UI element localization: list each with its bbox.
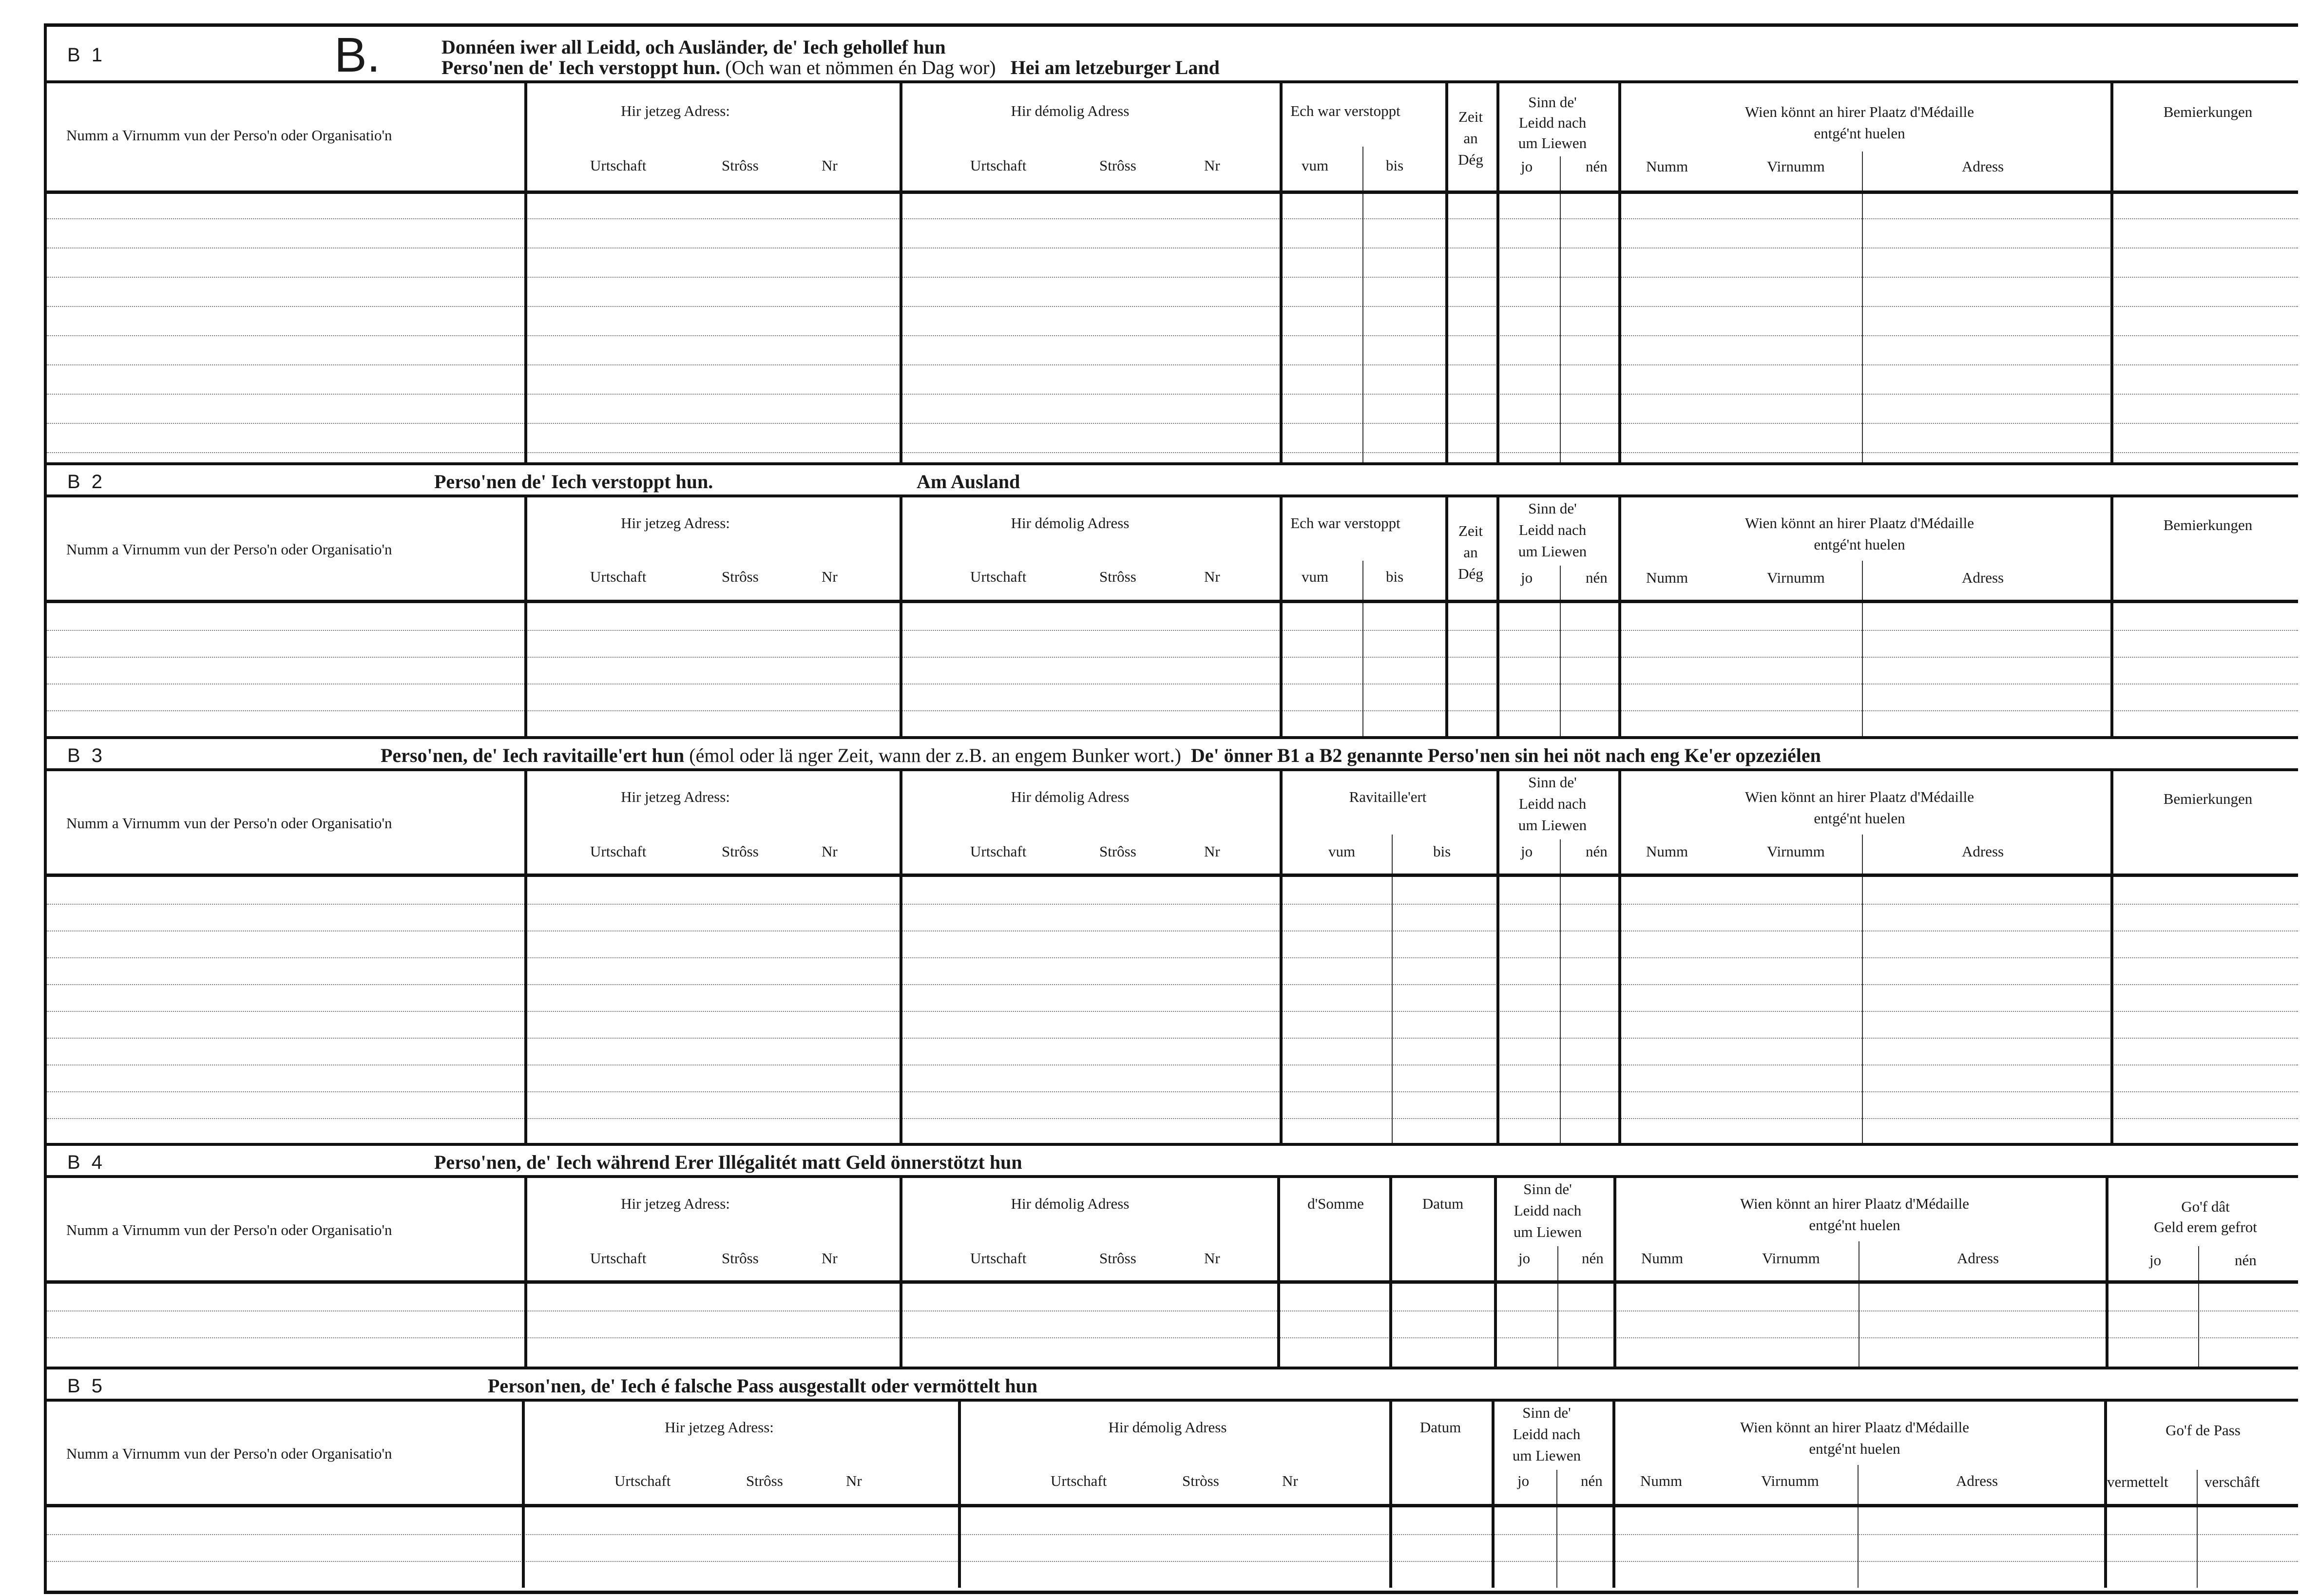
header-hidden: Ech war verstoppt bbox=[1290, 102, 1400, 119]
header-medal-1: Wien könnt an hirer Plaatz d'Médaille bbox=[1744, 103, 1974, 120]
column-divider bbox=[2110, 771, 2113, 1146]
table-body bbox=[47, 194, 2298, 465]
table-header bbox=[47, 83, 2298, 194]
header-alive-3: um Liewen bbox=[1518, 543, 1587, 560]
column-divider bbox=[1560, 603, 1561, 739]
ruled-line bbox=[47, 710, 2298, 711]
section-b3 bbox=[47, 739, 2298, 1146]
header-refund-2: Geld erem gefrot bbox=[2154, 1218, 2257, 1235]
header-nr: Nr bbox=[846, 1472, 862, 1489]
section-b2 bbox=[47, 465, 2298, 739]
header-nr: Nr bbox=[1282, 1472, 1298, 1489]
ruled-line bbox=[47, 335, 2298, 336]
divider bbox=[1858, 1465, 1859, 1504]
divider bbox=[1862, 152, 1863, 190]
column-divider bbox=[1862, 877, 1863, 1146]
column-divider bbox=[524, 771, 527, 1146]
header-yes: jo bbox=[1518, 1250, 1531, 1267]
header-place: Urtschaft bbox=[590, 843, 647, 860]
section-b1-title-bar bbox=[47, 27, 2298, 83]
header-date: Datum bbox=[1419, 1419, 1461, 1436]
column-divider bbox=[2197, 1507, 2198, 1588]
column-divider bbox=[1392, 877, 1393, 1146]
header-medal-1: Wien könnt an hirer Plaatz d'Médaille bbox=[1744, 514, 1974, 532]
header-to: bis bbox=[1433, 843, 1451, 860]
column-divider bbox=[900, 1178, 902, 1369]
header-alive-1: Sinn de' bbox=[1528, 774, 1577, 791]
header-alive-2: Leidd nach bbox=[1514, 1202, 1582, 1219]
header-supplied: Ravitaille'ert bbox=[1349, 788, 1427, 805]
header-former-address: Hir démolig Adress bbox=[1011, 788, 1130, 805]
header-street: Strôss bbox=[746, 1472, 783, 1489]
ruled-line bbox=[47, 277, 2298, 278]
ruled-line bbox=[47, 1091, 2298, 1092]
header-no: nén bbox=[1586, 569, 1608, 586]
ruled-line bbox=[47, 306, 2298, 307]
column-divider bbox=[524, 1178, 527, 1369]
section-title: Perso'nen de' Iech verstoppt hun. bbox=[434, 471, 713, 493]
header-no: nén bbox=[1582, 1250, 1604, 1267]
section-title: Perso'nen, de' Iech ravitaille'ert hun (émol oder lä nger Zeit, wann der z.B. an engem Bunker wort.) De' önner B1 a B2 genannte Perso'nen sin hei nöt nach eng Ke'er opzeziélen bbox=[381, 744, 1821, 766]
header-alive-2: Leidd nach bbox=[1518, 795, 1587, 812]
header-time: Zeit bbox=[1458, 108, 1483, 125]
column-divider bbox=[1560, 194, 1561, 465]
ruled-line bbox=[47, 1337, 2298, 1338]
ruled-line bbox=[47, 1011, 2298, 1012]
header-pass: Go'f de Pass bbox=[2166, 1422, 2241, 1439]
resistance-form bbox=[44, 23, 2298, 1594]
column-divider bbox=[1494, 1178, 1497, 1369]
table-header bbox=[47, 771, 2298, 877]
header-to: bis bbox=[1386, 568, 1404, 585]
ruled-line bbox=[47, 1534, 2298, 1535]
column-divider bbox=[1556, 1507, 1557, 1588]
header-alive-3: um Liewen bbox=[1512, 1447, 1581, 1464]
header-no: nén bbox=[1581, 1472, 1603, 1489]
header-refund-1: Go'f dât bbox=[2181, 1198, 2230, 1215]
header-medal-name: Numm bbox=[1646, 569, 1688, 586]
header-mediated: vermettelt bbox=[2107, 1473, 2168, 1490]
header-current-address: Hir jetzeg Adress: bbox=[621, 1195, 730, 1212]
header-medal-1: Wien könnt an hirer Plaatz d'Médaille bbox=[1740, 1419, 1970, 1436]
header-former-address: Hir démolig Adress bbox=[1108, 1419, 1227, 1436]
divider bbox=[1560, 156, 1561, 190]
header-date: Datum bbox=[1422, 1195, 1464, 1212]
column-divider bbox=[1277, 1178, 1280, 1369]
column-divider bbox=[958, 1402, 961, 1588]
column-divider bbox=[2106, 1178, 2108, 1369]
ruled-line bbox=[47, 364, 2298, 365]
section-b4-title-bar bbox=[47, 1146, 2298, 1178]
header-yes: jo bbox=[2149, 1252, 2162, 1269]
header-name: Numm a Virnumm vun der Perso'n oder Organisatio'n bbox=[66, 541, 392, 558]
header-street: Strôss bbox=[722, 1250, 759, 1267]
column-divider bbox=[1280, 497, 1283, 739]
header-name: Numm a Virnumm vun der Perso'n oder Organisatio'n bbox=[66, 1221, 392, 1238]
ruled-line bbox=[47, 1038, 2298, 1039]
ruled-line bbox=[47, 423, 2298, 424]
header-street: Stròss bbox=[1182, 1472, 1219, 1489]
header-nr: Nr bbox=[1204, 1250, 1220, 1267]
column-divider bbox=[1445, 497, 1448, 739]
header-nr: Nr bbox=[1204, 157, 1220, 174]
header-yes: jo bbox=[1521, 158, 1533, 175]
ruled-line bbox=[47, 957, 2298, 958]
section-code: B 4 bbox=[67, 1152, 106, 1173]
header-alive-1: Sinn de' bbox=[1522, 1404, 1571, 1421]
header-medal-first: Virnumm bbox=[1767, 158, 1825, 175]
column-divider bbox=[524, 83, 527, 465]
header-days: Dég bbox=[1458, 565, 1483, 582]
header-to: bis bbox=[1386, 157, 1404, 174]
section-code: B 3 bbox=[67, 745, 106, 766]
column-divider bbox=[1862, 194, 1863, 465]
header-medal-first: Virnumm bbox=[1762, 1250, 1820, 1267]
header-alive-2: Leidd nach bbox=[1518, 114, 1587, 131]
column-divider bbox=[1560, 877, 1561, 1146]
column-divider bbox=[522, 1402, 525, 1588]
header-procured: verschâft bbox=[2204, 1473, 2260, 1490]
divider bbox=[2197, 1470, 2198, 1504]
section-code: B 5 bbox=[67, 1375, 106, 1397]
header-sum: d'Somme bbox=[1307, 1195, 1364, 1212]
header-medal-address: Adress bbox=[1956, 1472, 1998, 1489]
header-medal-address: Adress bbox=[1957, 1250, 1999, 1267]
section-b5-title-bar bbox=[47, 1369, 2298, 1402]
ruled-line bbox=[47, 394, 2298, 395]
header-medal-address: Adress bbox=[1962, 843, 2004, 860]
column-divider bbox=[1612, 1402, 1615, 1588]
header-place: Urtschaft bbox=[970, 568, 1027, 585]
header-medal-2: entgé'nt huelen bbox=[1814, 536, 1905, 553]
column-divider bbox=[1389, 1402, 1392, 1588]
header-medal-name: Numm bbox=[1646, 158, 1688, 175]
header-remarks: Bemierkungen bbox=[2163, 790, 2253, 807]
section-title-location: Hei am letzeburger Land bbox=[1010, 57, 1220, 78]
header-remarks: Bemierkungen bbox=[2163, 103, 2253, 120]
header-place: Urtschaft bbox=[614, 1472, 671, 1489]
header-place: Urtschaft bbox=[590, 568, 647, 585]
column-divider bbox=[1557, 1284, 1558, 1369]
section-title-note: (émol oder lä nger Zeit, wann der z.B. an engem Bunker wort.) bbox=[689, 744, 1181, 766]
column-divider bbox=[1862, 603, 1863, 739]
header-current-address: Hir jetzeg Adress: bbox=[621, 102, 730, 119]
section-b4 bbox=[47, 1146, 2298, 1369]
column-divider bbox=[524, 497, 527, 739]
header-no: nén bbox=[2235, 1252, 2257, 1269]
header-alive-1: Sinn de' bbox=[1528, 500, 1577, 517]
column-divider bbox=[2198, 1284, 2199, 1369]
column-divider bbox=[1496, 83, 1499, 465]
header-street: Strôss bbox=[1099, 843, 1136, 860]
section-code: B 1 bbox=[67, 44, 106, 66]
ruled-line bbox=[47, 247, 2298, 248]
header-street: Strôss bbox=[722, 157, 759, 174]
header-name: Numm a Virnumm vun der Perso'n oder Organisatio'n bbox=[66, 1445, 392, 1462]
ruled-line bbox=[47, 984, 2298, 985]
header-current-address: Hir jetzeg Adress: bbox=[665, 1419, 774, 1436]
table-body bbox=[47, 877, 2298, 1146]
header-nr: Nr bbox=[822, 843, 838, 860]
header-former-address: Hir démolig Adress bbox=[1011, 514, 1130, 532]
header-alive-3: um Liewen bbox=[1513, 1223, 1582, 1240]
divider bbox=[1557, 1246, 1558, 1280]
form-part-letter: B. bbox=[334, 28, 381, 82]
column-divider bbox=[1445, 83, 1448, 465]
ruled-line bbox=[47, 904, 2298, 905]
divider bbox=[1392, 835, 1393, 874]
column-divider bbox=[2104, 1402, 2107, 1588]
table-header bbox=[47, 1178, 2298, 1284]
column-divider bbox=[1496, 771, 1499, 1146]
table-body bbox=[47, 1284, 2298, 1369]
section-b5 bbox=[47, 1369, 2298, 1591]
ruled-line bbox=[47, 657, 2298, 658]
header-in: an bbox=[1463, 544, 1478, 561]
header-former-address: Hir démolig Adress bbox=[1011, 1195, 1130, 1212]
header-no: nén bbox=[1586, 843, 1608, 860]
table-header bbox=[47, 1402, 2298, 1507]
header-place: Urtschaft bbox=[970, 1250, 1027, 1267]
header-medal-first: Virnumm bbox=[1761, 1472, 1819, 1489]
header-medal-1: Wien könnt an hirer Plaatz d'Médaille bbox=[1744, 788, 1974, 805]
header-yes: jo bbox=[1517, 1472, 1530, 1489]
section-title-location: Am Ausland bbox=[917, 471, 1020, 493]
table-body bbox=[47, 1507, 2298, 1588]
header-place: Urtschaft bbox=[1051, 1472, 1107, 1489]
section-b1 bbox=[47, 27, 2298, 465]
header-nr: Nr bbox=[1204, 843, 1220, 860]
column-divider bbox=[900, 771, 902, 1146]
section-title-line1: Donnéen iwer all Leidd, och Ausländer, de' Iech gehollef hun bbox=[441, 36, 946, 58]
ruled-line bbox=[47, 1064, 2298, 1065]
header-time: Zeit bbox=[1458, 522, 1483, 539]
header-street: Strôss bbox=[722, 568, 759, 585]
header-medal-name: Numm bbox=[1646, 843, 1688, 860]
column-divider bbox=[1280, 771, 1283, 1146]
divider bbox=[1362, 561, 1363, 600]
column-divider bbox=[1280, 83, 1283, 465]
ruled-line bbox=[47, 1561, 2298, 1562]
column-divider bbox=[900, 497, 902, 739]
header-yes: jo bbox=[1521, 569, 1533, 586]
section-title-line2: Perso'nen de' Iech verstoppt hun. (Och wan et nömmen én Dag wor) Hei am letzeburger Land bbox=[441, 57, 1220, 78]
header-medal-address: Adress bbox=[1962, 569, 2004, 586]
header-alive-1: Sinn de' bbox=[1528, 94, 1577, 111]
header-alive-3: um Liewen bbox=[1518, 134, 1587, 152]
header-in: an bbox=[1463, 130, 1478, 147]
header-street: Strôss bbox=[1099, 157, 1136, 174]
column-divider bbox=[1492, 1402, 1495, 1588]
header-yes: jo bbox=[1521, 843, 1533, 860]
header-current-address: Hir jetzeg Adress: bbox=[621, 514, 730, 532]
header-medal-first: Virnumm bbox=[1767, 569, 1825, 586]
table-body bbox=[47, 603, 2298, 739]
divider bbox=[1862, 835, 1863, 874]
column-divider bbox=[1362, 194, 1363, 465]
header-former-address: Hir démolig Adress bbox=[1011, 102, 1130, 119]
header-street: Strôss bbox=[1099, 568, 1136, 585]
header-alive-3: um Liewen bbox=[1518, 817, 1587, 834]
table-header bbox=[47, 497, 2298, 603]
divider bbox=[2198, 1246, 2199, 1280]
column-divider bbox=[1618, 83, 1621, 465]
header-place: Urtschaft bbox=[970, 843, 1027, 860]
divider bbox=[1560, 566, 1561, 600]
header-hidden: Ech war verstoppt bbox=[1290, 514, 1400, 532]
header-medal-name: Numm bbox=[1641, 1250, 1684, 1267]
column-divider bbox=[1389, 1178, 1392, 1369]
section-b3-title-bar bbox=[47, 739, 2298, 771]
divider bbox=[1862, 561, 1863, 600]
header-remarks: Bemierkungen bbox=[2163, 516, 2253, 533]
divider bbox=[1556, 1470, 1557, 1504]
header-medal-first: Virnumm bbox=[1767, 843, 1825, 860]
header-medal-1: Wien könnt an hirer Plaatz d'Médaille bbox=[1740, 1195, 1970, 1212]
header-alive-1: Sinn de' bbox=[1523, 1180, 1572, 1197]
header-medal-2: entgé'nt huelen bbox=[1809, 1216, 1900, 1234]
header-name: Numm a Virnumm vun der Perso'n oder Organisatio'n bbox=[66, 127, 392, 144]
header-place: Urtschaft bbox=[590, 1250, 647, 1267]
header-from: vum bbox=[1328, 843, 1356, 860]
section-title-note-2: De' önner B1 a B2 genannte Perso'nen sin hei nöt nach eng Ke'er opzeziélen bbox=[1190, 744, 1821, 766]
column-divider bbox=[900, 83, 902, 465]
header-place: Urtschaft bbox=[590, 157, 647, 174]
section-title: Person'nen, de' Iech é falsche Pass ausgestallt oder vermöttelt hun bbox=[488, 1375, 1038, 1397]
divider bbox=[1560, 839, 1561, 874]
column-divider bbox=[1362, 603, 1363, 739]
header-medal-address: Adress bbox=[1962, 158, 2004, 175]
header-medal-2: entgé'nt huelen bbox=[1814, 810, 1905, 827]
column-divider bbox=[1618, 771, 1621, 1146]
section-code: B 2 bbox=[67, 471, 106, 493]
header-street: Strôss bbox=[1099, 1250, 1136, 1267]
header-medal-2: entgé'nt huelen bbox=[1814, 125, 1905, 142]
header-medal-name: Numm bbox=[1640, 1472, 1683, 1489]
header-from: vum bbox=[1302, 568, 1329, 585]
ruled-line bbox=[47, 452, 2298, 453]
divider bbox=[1362, 147, 1363, 190]
header-no: nén bbox=[1586, 158, 1608, 175]
column-divider bbox=[1496, 497, 1499, 739]
header-days: Dég bbox=[1458, 151, 1483, 168]
column-divider bbox=[1618, 497, 1621, 739]
header-nr: Nr bbox=[822, 1250, 838, 1267]
header-name: Numm a Virnumm vun der Perso'n oder Organisatio'n bbox=[66, 815, 392, 832]
section-title: Perso'nen, de' Iech während Erer Illégalitét matt Geld önnerstötzt hun bbox=[434, 1151, 1022, 1173]
header-nr: Nr bbox=[822, 568, 838, 585]
header-place: Urtschaft bbox=[970, 157, 1027, 174]
ruled-line bbox=[47, 218, 2298, 219]
header-medal-2: entgé'nt huelen bbox=[1809, 1440, 1900, 1457]
section-title-note: (Och wan et nömmen én Dag wor) bbox=[725, 57, 996, 78]
header-current-address: Hir jetzeg Adress: bbox=[621, 788, 730, 805]
column-divider bbox=[2110, 83, 2113, 465]
column-divider bbox=[1613, 1178, 1616, 1369]
ruled-line bbox=[47, 1118, 2298, 1119]
header-alive-2: Leidd nach bbox=[1518, 521, 1587, 538]
header-street: Strôss bbox=[722, 843, 759, 860]
column-divider bbox=[1858, 1507, 1859, 1588]
header-from: vum bbox=[1302, 157, 1329, 174]
ruled-line bbox=[47, 630, 2298, 631]
header-nr: Nr bbox=[1204, 568, 1220, 585]
column-divider bbox=[2110, 497, 2113, 739]
section-b2-title-bar bbox=[47, 465, 2298, 497]
header-alive-2: Leidd nach bbox=[1513, 1425, 1581, 1443]
header-nr: Nr bbox=[822, 157, 838, 174]
